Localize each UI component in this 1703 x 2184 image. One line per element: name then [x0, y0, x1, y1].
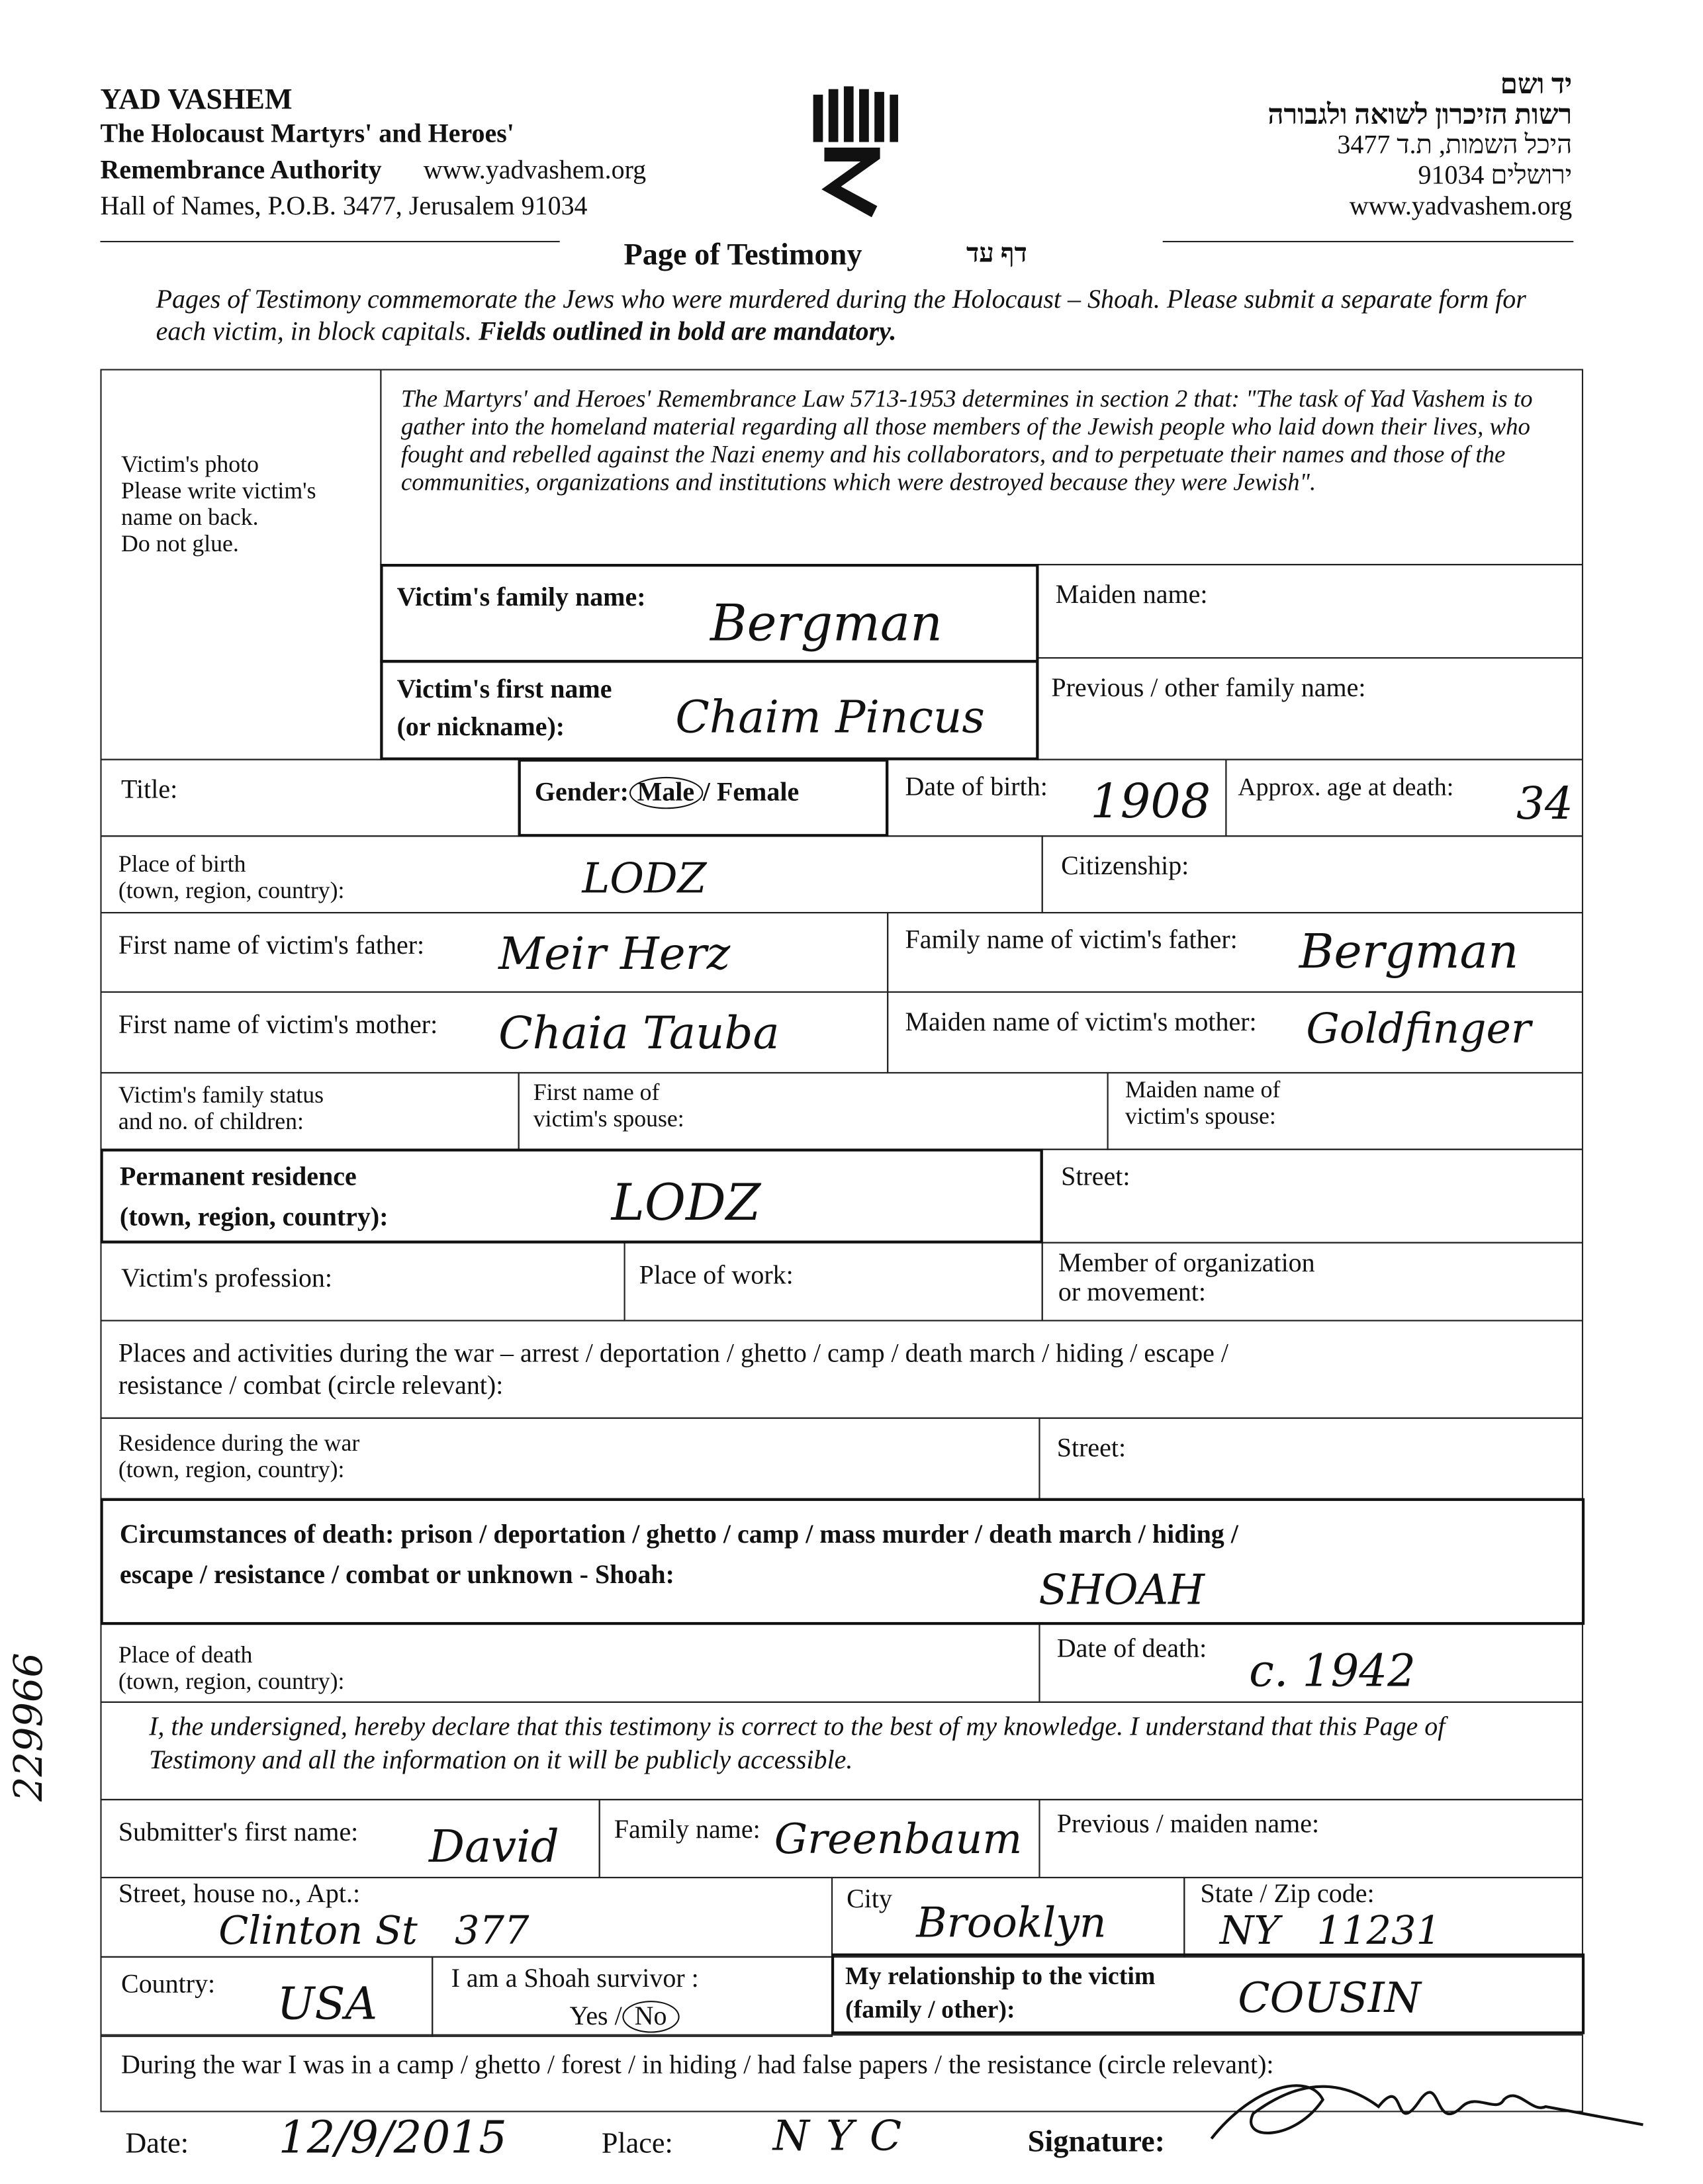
father-family-value: Bergman [1299, 924, 1519, 981]
place-value: NYC [772, 2112, 919, 2161]
title-field[interactable] [100, 759, 519, 837]
submitter-family-value: Greenbaum [774, 1815, 1023, 1864]
circumstances-of-death-field[interactable] [100, 1498, 1585, 1625]
residence-label2: (town, region, country): [119, 1203, 389, 1232]
survivor-no-option[interactable]: No [622, 2001, 680, 2032]
circumstances-value: SHOAH [1038, 1566, 1205, 1615]
family-status-field[interactable] [100, 1072, 519, 1150]
maiden-name-field[interactable] [1037, 564, 1583, 659]
age-at-death-field[interactable] [1225, 759, 1583, 837]
maiden-name-label: Maiden name: [1055, 580, 1208, 610]
first-name-label2: (or nickname): [396, 713, 565, 743]
family-name-field[interactable] [380, 564, 1038, 662]
form-title-hebrew: דף עד [966, 239, 1027, 269]
title-label: Title: [121, 775, 178, 805]
war-residence-label: Residence during the war [118, 1430, 360, 1457]
intro-text [156, 284, 1563, 348]
relationship-label2: (family / other): [845, 1995, 1015, 2023]
pob-value: LODZ [582, 854, 707, 904]
date-value: 12/9/2015 [278, 2111, 507, 2164]
war-places-label2: resistance / combat (circle relevant): [118, 1371, 504, 1401]
father-first-name-field[interactable] [100, 912, 888, 993]
place-label: Place: [601, 2126, 673, 2160]
street-label: Street: [1061, 1162, 1130, 1192]
gender-female-option[interactable]: Female [716, 778, 800, 808]
declaration-text: I, the undersigned, hereby declare that this testimony is correct to the best of my knowledge. I understand that this Page of Testimony and all the information on it will be publicly accessible. [149, 1712, 1446, 1776]
father-family-label: Family name of victim's father: [905, 926, 1238, 956]
first-name-label: Victim's first name [396, 675, 612, 705]
spouse-first-name-field[interactable] [518, 1072, 1109, 1150]
relationship-value: COUSIN [1238, 1974, 1421, 2023]
war-places-field[interactable] [100, 1320, 1583, 1418]
submitter-city-label: City [847, 1885, 892, 1915]
dob-value: 1908 [1090, 774, 1211, 830]
org-line2: The Holocaust Martyrs' and Heroes' [100, 119, 514, 150]
citizenship-field[interactable] [1042, 835, 1583, 913]
form-title: Page of Testimony [623, 236, 862, 272]
date-of-death-field[interactable] [1038, 1623, 1583, 1703]
submitter-country-value: USA [277, 1977, 378, 2030]
intro-text-body: Pages of Testimony commemorate the Jews who were murdered during the Holocaust – Shoah. Please submit a separate form for each victim, in block capitals. [156, 285, 1526, 347]
photo-line: Do not glue. [121, 530, 239, 557]
survivor-yes-option[interactable]: Yes [569, 2002, 608, 2032]
date-death-label: Date of death: [1056, 1634, 1207, 1664]
age-value: 34 [1516, 776, 1573, 830]
photo-instructions [121, 451, 316, 557]
submitter-war-status-label: During the war I was in a camp / ghetto / forest / in hiding / had false papers / the resistance (circle relevant): [121, 2050, 1274, 2081]
header-rule-right [1163, 241, 1574, 242]
spouse-first-label: First name of [533, 1079, 660, 1106]
submitter-first-label: Submitter's first name: [118, 1818, 359, 1848]
law-text-cell [380, 369, 1583, 566]
org-name: YAD VASHEM [100, 82, 293, 116]
mother-maiden-label: Maiden name of victim's mother: [905, 1008, 1257, 1038]
hebrew-line3: היכל השמות, ת.ד 3477 [1337, 130, 1573, 160]
place-of-birth-field[interactable] [100, 835, 1042, 913]
citizenship-label: Citizenship: [1061, 852, 1189, 882]
war-places-label: Places and activities during the war – arrest / deportation / ghetto / camp / death march / hiding / escape / [118, 1339, 1229, 1369]
org-line3: Remembrance Authority [100, 156, 382, 185]
yad-vashem-logo [807, 83, 902, 222]
pob-label2: (town, region, country): [118, 877, 345, 904]
photo-line: Please write victim's [121, 477, 316, 504]
mother-maiden-name-field[interactable] [887, 991, 1583, 1073]
war-street-field[interactable] [1038, 1418, 1583, 1500]
submitter-family-name-field[interactable] [599, 1799, 1040, 1878]
first-name-field[interactable] [380, 660, 1038, 760]
pob-label: Place of birth [118, 850, 246, 878]
gender-field[interactable] [518, 759, 889, 837]
street-field[interactable] [1042, 1149, 1583, 1244]
declaration-cell [100, 1702, 1583, 1800]
war-residence-field[interactable] [100, 1418, 1040, 1500]
header-rule-left [100, 241, 559, 242]
header-left [100, 81, 646, 226]
website-left: www.yadvashem.org [423, 156, 647, 185]
organization-field[interactable] [1042, 1242, 1583, 1322]
family-name-value: Bergman [710, 596, 943, 653]
family-status-label: Victim's family status [118, 1081, 324, 1109]
spouse-maiden-label: Maiden name of [1125, 1076, 1281, 1103]
submitter-city-value: Brooklyn [916, 1899, 1107, 1948]
family-status-label2: and no. of children: [118, 1108, 304, 1135]
law-text: The Martyrs' and Heroes' Remembrance Law 5713-1953 determines in section 2 that: "The task of Yad Vashem is to gather into the homeland material regarding all those members of the Jewish people who laid down their lives, who fought and rebelled against the Nazi enemy and his collaborators, and to perpetuate their names and those of the communities, organizations and institutions which were destroyed because they were Jewish". [400, 384, 1533, 496]
residence-value: LODZ [611, 1175, 761, 1232]
circumstances-label2: escape / resistance / combat or unknown - Shoah: [119, 1561, 674, 1590]
residence-label: Permanent residence [119, 1162, 357, 1192]
place-of-death-field[interactable] [100, 1623, 1040, 1703]
relationship-label: My relationship to the victim [845, 1962, 1156, 1990]
survivor-sep: / [614, 2002, 622, 2032]
submitter-country-label: Country: [121, 1970, 216, 2000]
submitter-state-zip-value: NY 11231 [1219, 1907, 1441, 1954]
workplace-label: Place of work: [639, 1261, 794, 1291]
family-name-label: Victim's family name: [396, 583, 646, 613]
photo-cell[interactable] [100, 369, 381, 760]
website-right: www.yadvashem.org [1349, 192, 1573, 222]
date-death-value: c. 1942 [1249, 1644, 1416, 1698]
submitter-state-zip-label: State / Zip code: [1200, 1880, 1375, 1909]
organization-label2: or movement: [1058, 1278, 1207, 1308]
archive-number: 229966 [5, 1653, 52, 1801]
submitter-state-zip-field[interactable] [1183, 1877, 1583, 1958]
submitter-street-label: Street, house no., Apt.: [118, 1880, 361, 1909]
photo-line: name on back. [121, 504, 259, 531]
submitter-previous-name-field[interactable] [1038, 1799, 1583, 1878]
profession-field[interactable] [100, 1242, 625, 1322]
intro-text-mandatory: Fields outlined in bold are mandatory. [478, 317, 897, 347]
mother-first-value: Chaia Tauba [498, 1007, 780, 1060]
submitter-street-value: Clinton St 377 [218, 1907, 529, 1954]
signature-image [1197, 2058, 1657, 2162]
submitter-previous-label: Previous / maiden name: [1056, 1809, 1320, 1840]
gender-label: Gender: [534, 778, 629, 808]
submitter-first-value: David [428, 1819, 559, 1873]
submitter-first-name-field[interactable] [100, 1799, 600, 1878]
father-first-label: First name of victim's father: [118, 931, 425, 961]
spouse-first-label2: victim's spouse: [533, 1105, 684, 1132]
relationship-field[interactable] [831, 1954, 1585, 2034]
signature-label: Signature: [1027, 2123, 1166, 2158]
hebrew-line2: רשות הזיכרון לשואה ולגבורה [1267, 100, 1573, 131]
submitter-city-field[interactable] [831, 1877, 1185, 1958]
dob-field[interactable] [887, 759, 1226, 837]
submitter-street-field[interactable] [100, 1877, 833, 1958]
first-name-value: Chaim Pincus [675, 690, 985, 744]
survivor-label: I am a Shoah survivor : [451, 1964, 699, 1994]
gender-male-option[interactable]: Male [629, 777, 703, 809]
mother-maiden-value: Goldfinger [1306, 1005, 1532, 1054]
father-family-name-field[interactable] [887, 912, 1583, 993]
war-residence-label2: (town, region, country): [118, 1456, 345, 1483]
gender-sep: / [702, 778, 710, 808]
war-street-label: Street: [1056, 1433, 1127, 1464]
header-right [1267, 69, 1572, 222]
date-label: Date: [125, 2126, 189, 2160]
hebrew-line4: ירושלים 91034 [1418, 161, 1573, 191]
profession-label: Victim's profession: [121, 1264, 333, 1294]
permanent-residence-field[interactable] [100, 1149, 1042, 1244]
submitter-family-label: Family name: [614, 1815, 760, 1845]
place-death-label: Place of death [118, 1641, 253, 1668]
organization-label: Member of organization [1058, 1249, 1315, 1279]
photo-line: Victim's photo [121, 451, 259, 478]
mother-first-label: First name of victim's mother: [118, 1011, 438, 1040]
hebrew-org-name: יד ושם [1500, 69, 1573, 101]
spouse-maiden-label2: victim's spouse: [1125, 1103, 1276, 1130]
previous-name-field[interactable] [1037, 657, 1583, 760]
father-first-value: Meir Herz [498, 927, 731, 981]
age-label: Approx. age at death: [1238, 772, 1454, 801]
previous-name-label: Previous / other family name: [1051, 674, 1366, 704]
place-death-label2: (town, region, country): [118, 1668, 345, 1695]
submitter-country-field[interactable] [100, 1956, 433, 2037]
circumstances-label: Circumstances of death: prison / deportation / ghetto / camp / mass murder / death march / hiding / [119, 1520, 1238, 1550]
address: Hall of Names, P.O.B. 3477, Jerusalem 91034 [100, 192, 588, 222]
spouse-maiden-name-field[interactable] [1107, 1072, 1583, 1150]
mother-first-name-field[interactable] [100, 991, 888, 1073]
survivor-field[interactable] [432, 1956, 833, 2037]
place-of-work-field[interactable] [624, 1242, 1043, 1322]
dob-label: Date of birth: [905, 772, 1048, 802]
